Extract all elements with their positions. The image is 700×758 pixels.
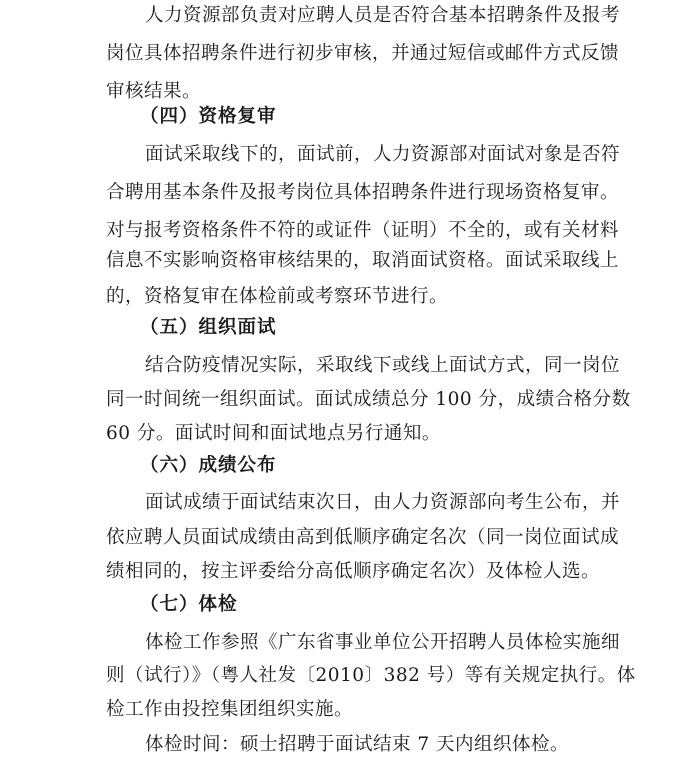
- body-line: 岗位具体招聘条件进行初步审核，并通过短信或邮件方式反馈: [106, 43, 620, 64]
- body-line: 合聘用基本条件及报考岗位具体招聘条件进行现场资格复审。: [106, 182, 620, 203]
- body-line: 同一时间统一组织面试。面试成绩总分 100 分，成绩合格分数: [106, 389, 631, 410]
- body-line: 信息不实影响资格审核结果的，取消面试资格。面试采取线上: [106, 250, 620, 271]
- body-line: 对与报考资格条件不符的或证件（证明）不全的，或有关材料: [106, 220, 620, 241]
- body-line: 60 分。面试时间和面试地点另行通知。: [106, 423, 441, 444]
- body-line: 则（试行）》（粤人社发〔2010〕382 号）等有关规定执行。体: [106, 665, 636, 686]
- body-line: 结合防疫情况实际，采取线下或线上面试方式，同一岗位: [145, 355, 621, 376]
- body-line: 体检工作参照《广东省事业单位公开招聘人员体检实施细: [145, 632, 621, 653]
- section-heading: （四）资格复审: [140, 106, 277, 127]
- body-line: 检工作由投控集团组织实施。: [106, 699, 354, 720]
- section-heading: （五）组织面试: [140, 317, 277, 338]
- body-line: 审核结果。: [106, 81, 202, 102]
- body-line: 的，资格复审在体检前或考察环节进行。: [106, 286, 449, 307]
- body-line: 体检时间：硕士招聘于面试结束 7 天内组织体检。: [145, 734, 570, 755]
- section-heading: （七）体检: [140, 594, 238, 615]
- body-line: 人力资源部负责对应聘人员是否符合基本招聘条件及报考: [145, 5, 621, 26]
- body-line: 依应聘人员面试成绩由高到低顺序确定名次（同一岗位面试成: [106, 527, 620, 548]
- body-line: 绩相同的，按主评委给分高低顺序确定名次）及体检人选。: [106, 561, 601, 582]
- body-line: 面试采取线下的，面试前，人力资源部对面试对象是否符: [145, 144, 621, 165]
- body-line: 面试成绩于面试结束次日，由人力资源部向考生公布，并: [145, 492, 621, 513]
- section-heading: （六）成绩公布: [140, 455, 277, 476]
